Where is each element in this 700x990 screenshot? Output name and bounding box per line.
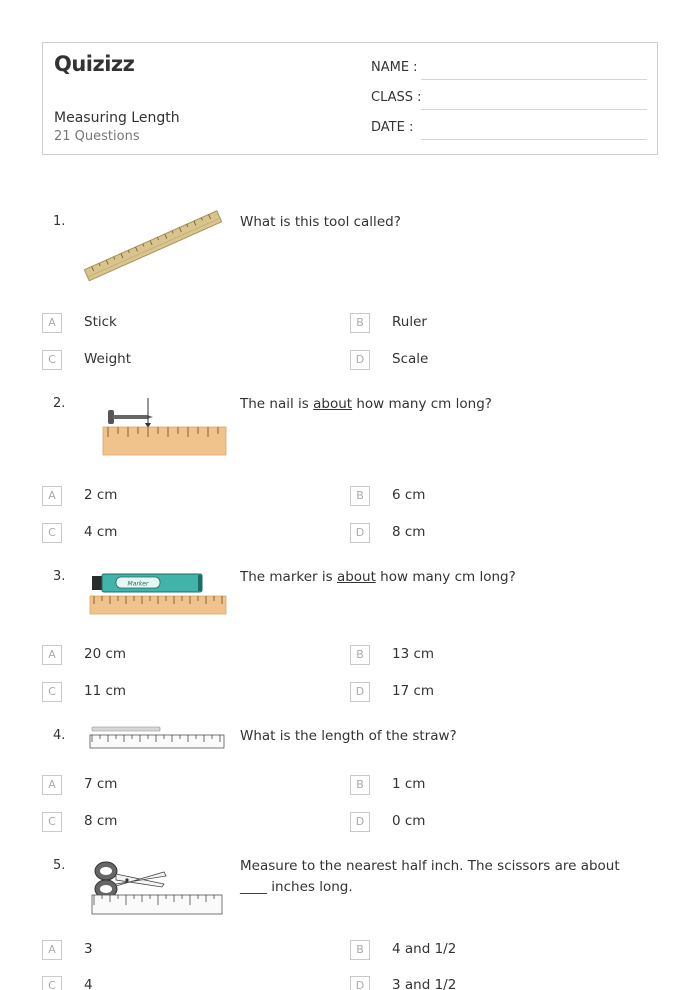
option-text: Stick [84, 314, 117, 330]
scissors-on-ruler-icon [90, 858, 224, 916]
wooden-ruler-icon [82, 208, 222, 288]
nail-on-ruler-icon [100, 396, 228, 458]
question-number: 3. [53, 569, 66, 584]
question-text-emphasis: about [313, 396, 353, 412]
option-text: 17 cm [392, 683, 435, 699]
question-number: 1. [53, 214, 66, 229]
option-letter: A [42, 775, 62, 795]
option-text: 11 cm [84, 683, 127, 699]
question-number: 4. [53, 728, 66, 743]
quizizz-logo: Quizizz [54, 52, 135, 76]
option-text: 3 [84, 941, 93, 957]
option-text: 8 cm [392, 524, 426, 540]
option-text: 4 [84, 977, 93, 990]
name-label: NAME : [371, 60, 418, 75]
straw-on-ruler-icon [88, 724, 226, 752]
option-text: 4 and 1/2 [392, 941, 457, 957]
question-text-part: how many cm long? [375, 569, 516, 585]
option-letter: C [42, 976, 62, 990]
option-letter: B [350, 313, 370, 333]
marker-on-ruler-icon [88, 570, 228, 616]
question-text: Measure to the nearest half inch. The scissors are about ____ inches long. [240, 858, 620, 895]
option-letter: A [42, 486, 62, 506]
question-text-part: how many cm long? [352, 396, 492, 412]
option-text: 20 cm [84, 646, 127, 662]
option-text: 7 cm [84, 776, 118, 792]
date-field-line [421, 139, 647, 140]
option-letter: B [350, 645, 370, 665]
option-text: 2 cm [84, 487, 118, 503]
option-text: 3 and 1/2 [392, 977, 457, 990]
class-field-line [421, 109, 647, 110]
question-number: 2. [53, 396, 66, 411]
option-text: 4 cm [84, 524, 118, 540]
name-field-line [421, 79, 647, 80]
option-text: 0 cm [392, 813, 426, 829]
option-letter: D [350, 976, 370, 990]
option-letter: C [42, 523, 62, 543]
option-letter: D [350, 523, 370, 543]
class-label: CLASS : [371, 90, 422, 105]
option-letter: B [350, 486, 370, 506]
option-text: 1 cm [392, 776, 426, 792]
option-letter: A [42, 645, 62, 665]
option-letter: D [350, 812, 370, 832]
option-letter: D [350, 350, 370, 370]
option-letter: C [42, 812, 62, 832]
worksheet-header [42, 42, 658, 155]
option-letter: A [42, 313, 62, 333]
question-text-part: The nail is [240, 396, 314, 412]
question-text-part: The marker is [240, 569, 337, 585]
option-text: Scale [392, 351, 429, 367]
question-text-emphasis: about [336, 569, 376, 585]
option-text: Ruler [392, 314, 427, 330]
option-text: 6 cm [392, 487, 426, 503]
question-count: 21 Questions [54, 129, 140, 144]
option-letter: C [42, 350, 62, 370]
option-text: 13 cm [392, 646, 435, 662]
option-letter: C [42, 682, 62, 702]
question-text [240, 567, 650, 588]
question-text: What is this tool called? [240, 214, 401, 230]
worksheet-title: Measuring Length [54, 110, 180, 126]
option-letter: D [350, 682, 370, 702]
question-text: What is the length of the straw? [240, 728, 457, 744]
question-text [240, 394, 650, 415]
option-letter: A [42, 940, 62, 960]
marker-label: Marker [127, 580, 149, 588]
option-text: 8 cm [84, 813, 118, 829]
option-letter: B [350, 775, 370, 795]
option-letter: B [350, 940, 370, 960]
option-text: Weight [84, 351, 132, 367]
date-label: DATE : [371, 120, 414, 135]
question-number: 5. [53, 858, 66, 873]
